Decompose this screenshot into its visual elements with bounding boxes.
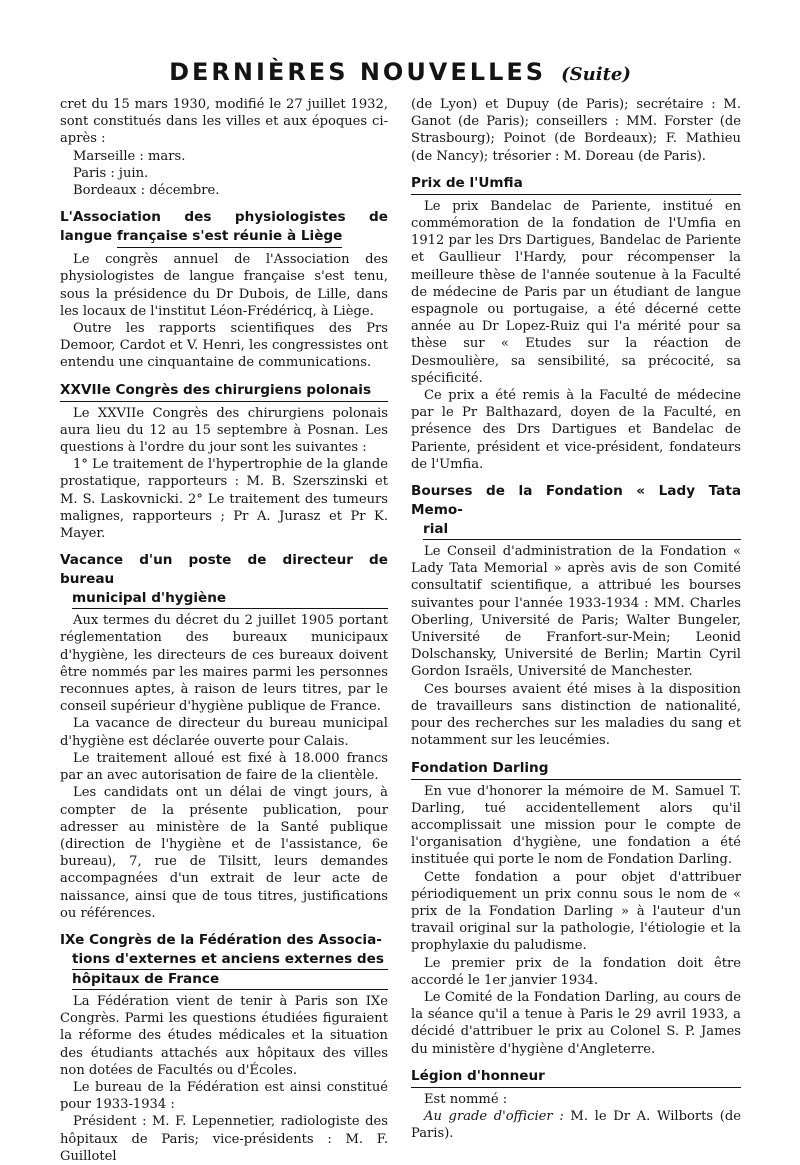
- header-suffix: (Suite): [561, 64, 631, 85]
- paragraph: Les candidats ont un délai de vingt jours, à compter de la présente publication, pour adresser au ministère de la Santé publique (direction de l'hygiène et de l'assistance, 6e bureau), 7, rue de Tilsitt, leurs demandes accompagnées d'un extrait de leur acte de naissance, ainsi que de tous titres, justifications ou références.: [60, 785, 388, 921]
- section-heading: Fondation Darling: [411, 759, 741, 780]
- intro-text: cret du 15 mars 1930, modifié le 27 juillet 1932, sont constitués dans les villes et aux époques ci-après :: [60, 97, 388, 147]
- section-heading: L'Association des physiologistes de langue française s'est réunie à Liège: [60, 208, 388, 248]
- section-chirurgiens-polonais: [60, 381, 388, 543]
- paragraph: En vue d'honorer la mémoire de M. Samuel T. Darling, tué accidentellement alors qu'il accomplissait une mission pour le compte de l'organisation d'hygiène, une fondation a été instituée qui porte le nom de Fondation Darling.: [411, 783, 741, 868]
- paragraph: 1° Le traitement de l'hypertrophie de la glande prostatique, rapporteurs : M. B. Szerszinski et M. S. Laskovnicki. 2° Le traitement des tumeurs malignes, rapporteurs ; Pr A. Jurasz et Pr K. Mayer.: [60, 457, 388, 542]
- paragraph: Cette fondation a pour objet d'attribuer périodiquement un prix connu sous le nom de « prix de la Fondation Darling » à l'auteur d'un travail original sur la pathologie, l'étiologie et la prophylaxie du paludisme.: [411, 869, 741, 954]
- paragraph: Outre les rapports scientifiques des Prs Demoor, Cardot et V. Henri, les congressistes ont entendu une cinquantaine de communications.: [60, 321, 388, 371]
- continuation-text: (de Lyon) et Dupuy (de Paris); secrétaire : M. Ganot (de Paris); conseillers : MM. Forster (de Strasbourg); Poinot (de Bordeaux); F. Mathieu (de Nancy); trésorier : M. Doreau (de Paris).: [411, 97, 741, 164]
- paragraph: Est nommé :: [424, 1091, 508, 1107]
- grade-label: Au grade d'officier :: [424, 1108, 564, 1124]
- intro-item: Bordeaux : décembre.: [73, 183, 220, 199]
- paragraph: Aux termes du décret du 2 juillet 1905 portant réglementation des bureaux municipaux d'hygiène, les directeurs de ces bureaux doivent être nommés par les maires parmi les personnes reconnues aptes, à raison de leurs titres, par le conseil supérieur d'hygiène publique de France.: [60, 613, 388, 715]
- left-column: [60, 96, 388, 1165]
- paragraph: Président : M. F. Lepennetier, radiologiste des hôpitaux de Paris; vice-présidents : M. F. Guillotel: [60, 1114, 388, 1164]
- intro-item: Paris : juin.: [73, 165, 149, 181]
- section-heading: Prix de l'Umfia: [411, 174, 741, 195]
- page-header: [0, 58, 800, 86]
- section-vacance-directeur: [60, 551, 388, 922]
- right-column: [411, 96, 741, 1142]
- header-title: DERNIÈRES NOUVELLES: [169, 58, 547, 86]
- section-federation-externes: [60, 931, 388, 1165]
- paragraph: Le premier prix de la fondation doit être accordé le 1er janvier 1934.: [411, 955, 741, 988]
- paragraph: Le prix Bandelac de Pariente, institué en commémoration de la fondation de l'Umfia en 1912 par les Drs Dartigues, Bandelac de Pariente et Gaullieur l'Hardy, pour récompenser la meilleure thèse de l'année soutenue à la Faculté de médecine de Paris par un étudiant de langue espagnole ou portugaise, a été décerné cette année au Dr Lopez-Ruiz qui l'a mérité pour sa thèse sur « Etudes sur la réaction de Desmoulière, sa sensibilité, sa précocité, sa spécificité.: [411, 198, 741, 386]
- paragraph: Au grade d'officier : M. le Dr A. Wilborts (de Paris).: [411, 1108, 741, 1142]
- section-heading: Vacance d'un poste de directeur de bureau municipal d'hygiène: [60, 551, 388, 609]
- section-heading: IXe Congrès de la Fédération des Associa- tions d'externes et anciens externes des hôpitaux de France: [60, 931, 388, 990]
- section-heading: Légion d'honneur: [411, 1067, 741, 1088]
- section-fondation-darling: [411, 759, 741, 1058]
- paragraph: Ces bourses avaient été mises à la disposition de travailleurs sans distinction de nationalité, pour des recherches sur les maladies du sang et notamment sur les leucémies.: [411, 681, 741, 749]
- paragraph: Le bureau de la Fédération est ainsi constitué pour 1933-1934 :: [60, 1079, 388, 1113]
- paragraph: Le XXVIIe Congrès des chirurgiens polonais aura lieu du 12 au 15 septembre à Posnan. Les questions à l'ordre du jour sont les suivantes :: [60, 405, 388, 456]
- paragraph: Le congrès annuel de l'Association des physiologistes de langue française s'est tenu, sous la présidence du Dr Dubois, de Lille, dans les locaux de l'institut Léon-Frédéricq, à Liège.: [60, 252, 388, 319]
- section-heading: XXVIIe Congrès des chirurgiens polonais: [60, 381, 388, 402]
- section-prix-umfia: [411, 174, 741, 473]
- paragraph: Le Comité de la Fondation Darling, au cours de la séance qu'il a tenue à Paris le 29 avril 1933, a décidé d'attribuer le prix au Colonel S. P. James du ministère d'hygiène d'Angleterre.: [411, 989, 741, 1057]
- section-heading: Bourses de la Fondation « Lady Tata Memo- rial: [411, 482, 741, 540]
- intro-item: Marseille : mars.: [73, 148, 186, 164]
- section-legion-honneur: [411, 1067, 741, 1143]
- paragraph: Le Conseil d'administration de la Fondation « Lady Tata Memorial » après avis de son Comité consultatif scientifique, a attribué les bourses suivantes pour l'année 1933-1934 : MM. Charles Oberling, Université de Paris; Walter Bungeler, Université de Franfort-sur-Mein; Leonid Dolschansky, Université de Berlin; Martin Cyril Gordon Israëls, Université de Manchester.: [411, 544, 741, 680]
- paragraph: Le traitement alloué est fixé à 18.000 francs par an avec autorisation de faire de la clientèle.: [60, 750, 388, 784]
- section-bourses-lady-tata: [411, 482, 741, 749]
- paragraph: Ce prix a été remis à la Faculté de médecine par le Pr Balthazard, doyen de la Faculté, en présence des Drs Dartigues et Bandelac de Pariente, président et vice-président, fondateurs de l'Umfia.: [411, 388, 741, 472]
- paragraph: La vacance de directeur du bureau municipal d'hygiène est déclarée ouverte pour Calais.: [60, 716, 388, 749]
- paragraph: La Fédération vient de tenir à Paris son IXe Congrès. Parmi les questions étudiées figuraient la réforme des études médicales et la situation des étudiants attachés aux hôpitaux des villes non dotées de Facultés ou d'Écoles.: [60, 993, 388, 1078]
- section-physiologistes: [60, 208, 388, 371]
